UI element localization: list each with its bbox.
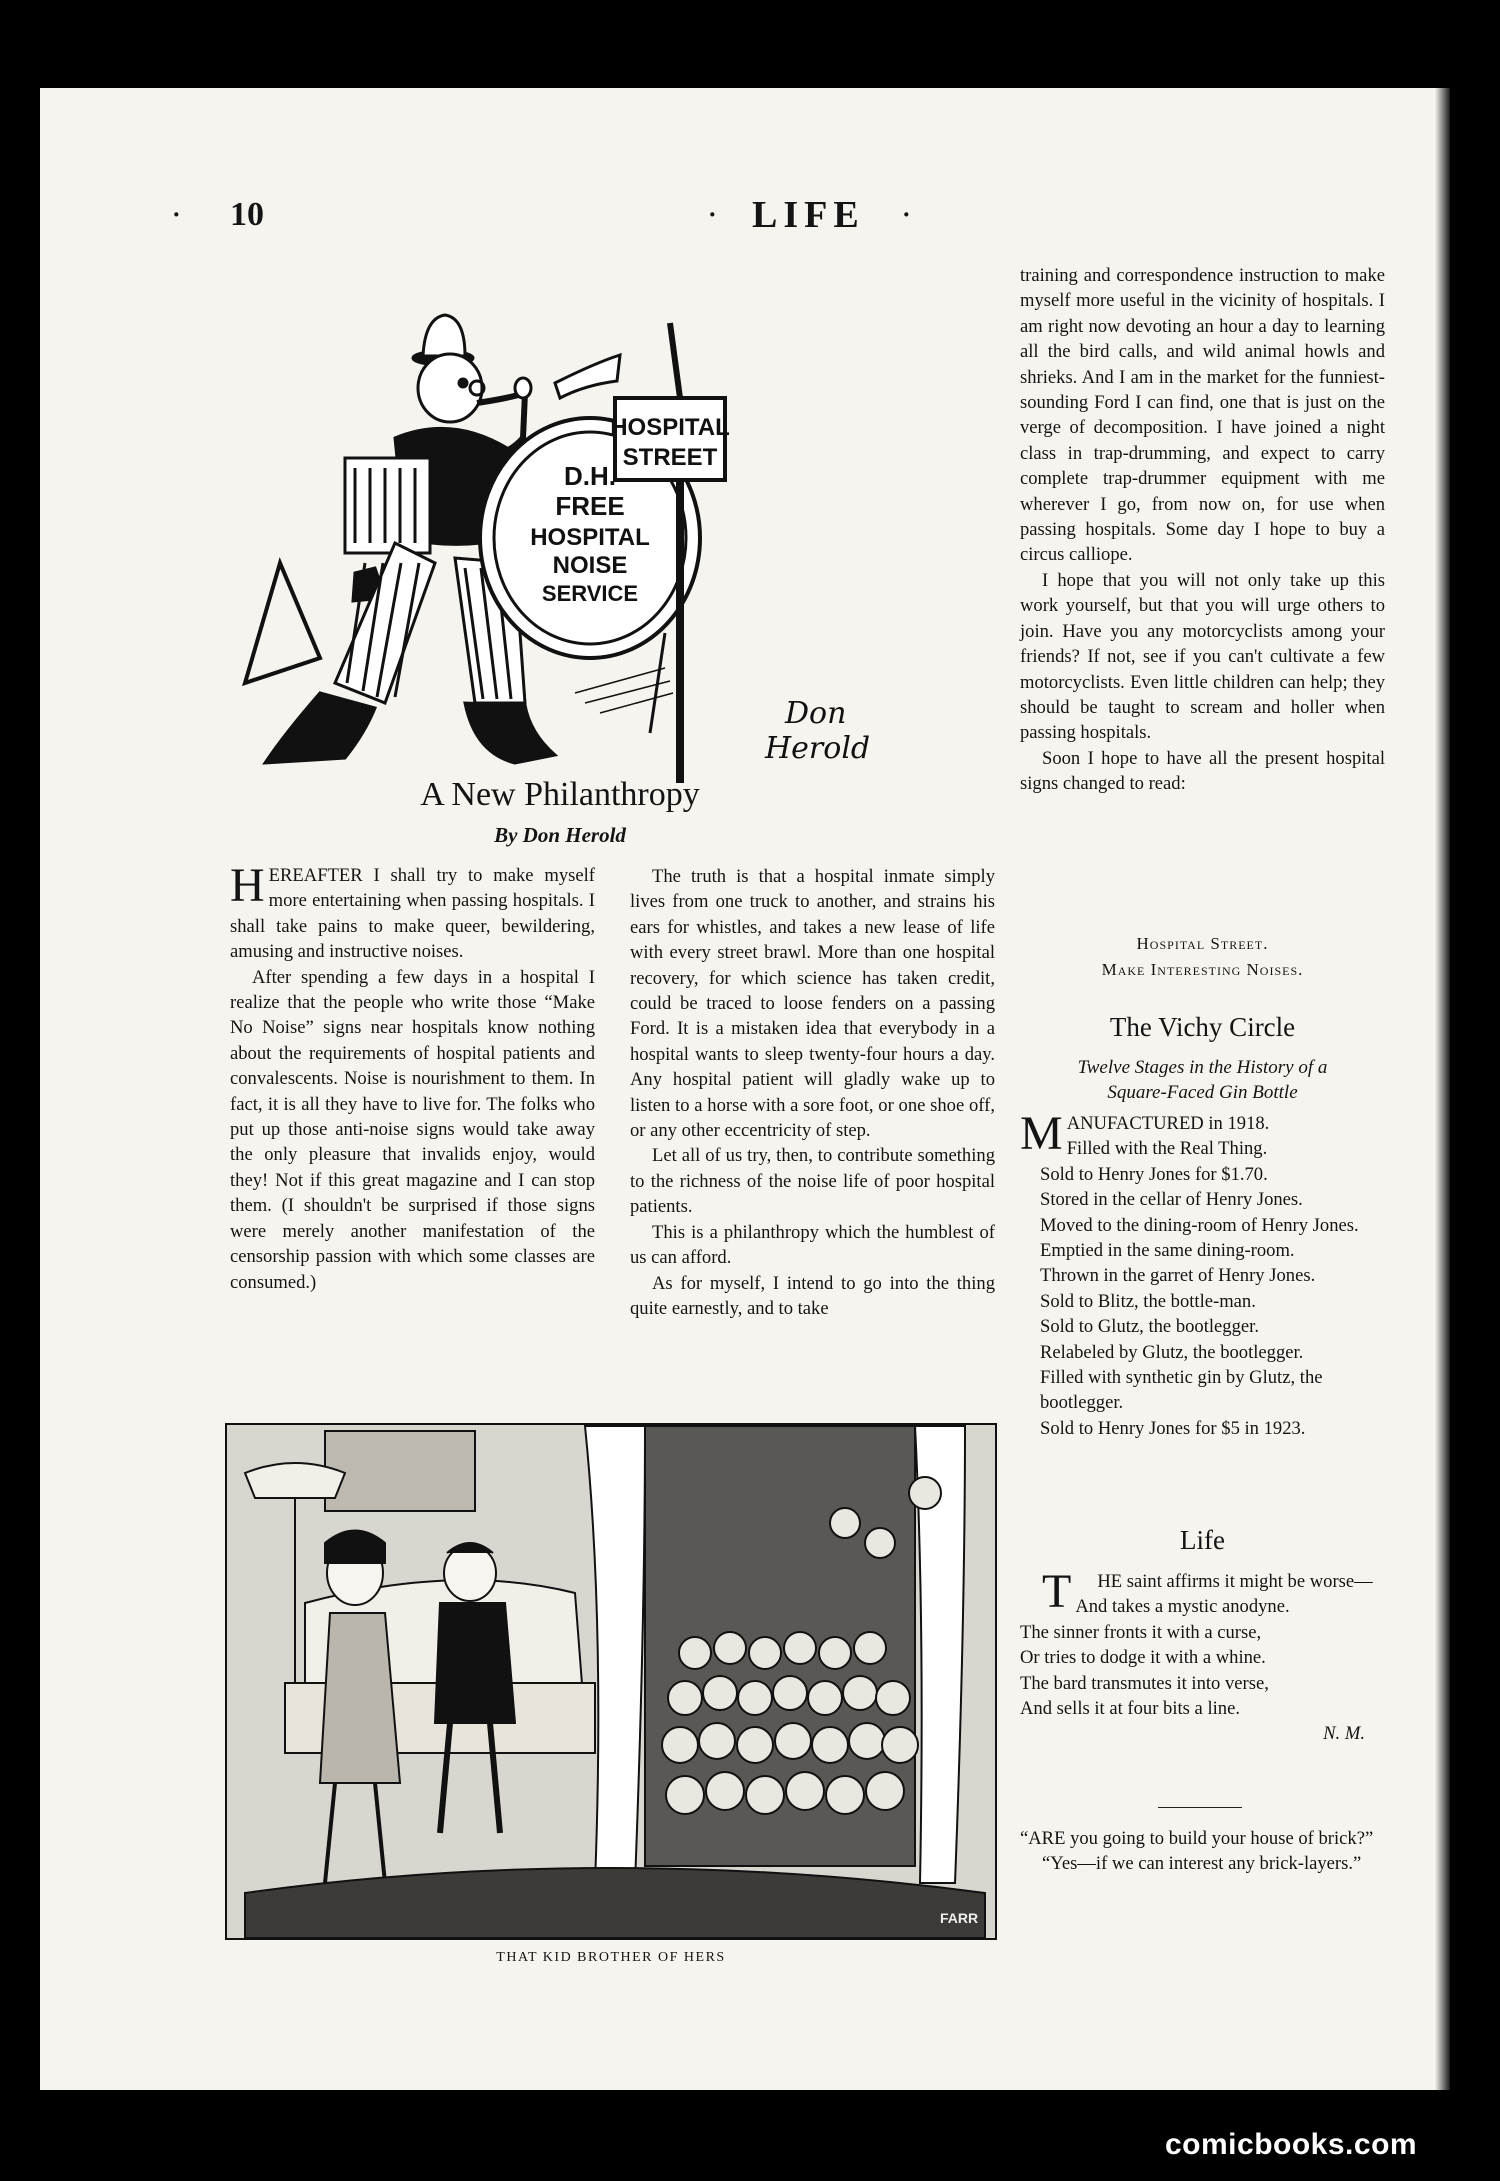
article-paragraph: As for myself, I intend to go into the thing quite earnestly, and to take <box>630 1272 995 1319</box>
vichy-line: Sold to Glutz, the bootlegger. <box>1040 1316 1259 1338</box>
hospital-sign-text <box>1020 931 1385 983</box>
cartoon-signature-line1: Don <box>785 696 847 731</box>
kid-brother-cartoon <box>225 1423 997 1940</box>
drum-text-line4: NOISE <box>552 552 628 579</box>
drop-cap: H <box>230 859 265 912</box>
sign-text-line1: HOSPITAL <box>610 414 730 441</box>
drum-text-line1: D.H. <box>564 461 616 491</box>
poem-lines <box>1020 1594 1385 1721</box>
cartoon-signature: FARR <box>940 1910 979 1926</box>
article-paragraph: Let all of us try, then, to contribute something to the richness of the noise life of poor hospital patients. <box>630 1145 995 1218</box>
vichy-line: Relabeled by Glutz, the bootlegger. <box>1040 1341 1304 1363</box>
vichy-line: Stored in the cellar of Henry Jones. <box>1040 1189 1303 1211</box>
page-edge <box>1435 88 1450 2090</box>
sign-line-2: Make Interesting Noises. <box>1101 960 1304 979</box>
vichy-line: Filled with synthetic gin by Glutz, the bootlegger. <box>1040 1367 1323 1414</box>
poem-line: And sells it at four bits a line. <box>1020 1698 1240 1720</box>
article-paragraph: Soon I hope to have all the present hospital signs changed to read: <box>1020 747 1385 795</box>
cartoon-signature-line2: Herold <box>765 731 871 766</box>
article-paragraph <box>230 859 595 965</box>
page-number: 10 <box>230 196 264 233</box>
magazine-page <box>40 88 1450 2090</box>
header-left-dot: · <box>172 200 181 229</box>
joke <box>1020 1826 1385 1877</box>
vichy-subtitle <box>1020 1055 1385 1105</box>
vichy-line: Sold to Blitz, the bottle-man. <box>1040 1290 1256 1312</box>
poem-line: The bard transmutes it into verse, <box>1020 1672 1269 1694</box>
vichy-line: Moved to the dining-room of Henry Jones. <box>1040 1214 1359 1236</box>
vichy-subtitle-line1: Twelve Stages in the History of a <box>1077 1057 1328 1078</box>
vichy-list <box>1020 1107 1385 1441</box>
poem-line: The sinner fronts it with a curse, <box>1020 1621 1262 1643</box>
cartoon-caption: THAT KID BROTHER OF HERS <box>496 1950 726 1965</box>
vichy-line-text: Filled with the Real Thing. <box>1066 1138 1268 1160</box>
vichy-line: Sold to Henry Jones for $1.70. <box>1040 1163 1268 1185</box>
vichy-line-text: ANUFACTURED in 1918. <box>1066 1113 1270 1134</box>
section-divider <box>1158 1807 1242 1808</box>
magazine-title: LIFE <box>752 194 865 236</box>
paragraph-text: EREAFTER I shall try to make myself more entertaining when passing hospitals. I shall take pains to make queer, bewildering, amusing and instructive noises. <box>230 865 595 963</box>
vichy-line: Emptied in the same dining-room. <box>1040 1240 1295 1262</box>
life-poem-title: Life <box>1180 1525 1225 1555</box>
article-paragraph: training and correspondence instruction to make myself more useful in the vicinity of hospitals. I am right now devoting an hour a day to learning all the bird calls, and wild animal howls and shrieks. And I am in the market for the funniest-sounding Ford I can find, one that is just on the verge of decomposition. I have joined a night class in trap-drumming, and expect to carry complete trap-drummer equipment with me wherever I go, from now on, for use when passing hospitals. Some day I hope to buy a circus calliope. <box>1020 265 1385 566</box>
drum-text-line5: SERVICE <box>541 581 639 606</box>
drop-cap: T <box>1042 1565 1072 1618</box>
article-paragraph: The truth is that a hospital inmate simply lives from one truck to another, and strains his ears for whistles, and takes a new lease of life with every street brawl. More than one hospital recovery, for which science has taken credit, could be traced to loose fenders on a passing Ford. It is a mistaken idea that everybody in a hospital wants to sleep twenty-four hours a day. Any hospital patient will gladly wake up to listen to a horse with a sore foot, or one shoe off, or any other eccentricity of step. <box>630 866 995 1142</box>
poem-line: And takes a mystic anodyne. <box>1075 1596 1290 1618</box>
drum-text-line3: HOSPITAL <box>530 524 650 551</box>
header-dot-left: · <box>708 200 717 229</box>
header-dot-right: · <box>902 200 911 229</box>
article-column-2 <box>630 864 995 1321</box>
noise-service-cartoon <box>225 263 930 823</box>
life-poem <box>1020 1565 1385 1747</box>
joke-question <box>1020 1826 1385 1851</box>
article-column-3 <box>1020 263 1385 797</box>
vichy-subtitle-line2: Square-Faced Gin Bottle <box>1107 1082 1298 1103</box>
vichy-line: Thrown in the garret of Henry Jones. <box>1040 1265 1316 1287</box>
article-title: A New Philanthropy <box>420 776 700 813</box>
article-byline: By Don Herold <box>494 823 626 847</box>
article-column-1 <box>230 859 595 1295</box>
joke-answer: “Yes—if we can interest any brick-layers.” <box>1042 1853 1362 1875</box>
joke-line-1: “ARE you going to build your house of brick?” <box>1020 1828 1374 1849</box>
vichy-lines <box>1020 1162 1385 1441</box>
article-paragraph: This is a philanthropy which the humblest of us can afford. <box>630 1221 995 1269</box>
vichy-line: Sold to Henry Jones for $5 in 1923. <box>1040 1417 1306 1439</box>
sign-line-1: Hospital Street. <box>1136 934 1269 953</box>
vichy-title: The Vichy Circle <box>1109 1012 1296 1042</box>
poem-line: Or tries to dodge it with a whine. <box>1020 1647 1266 1669</box>
vichy-line <box>1020 1107 1385 1162</box>
sign-text-line2: STREET <box>622 444 718 471</box>
article-paragraph: I hope that you will not only take up this work yourself, but that you will urge others to join. Have you any motorcyclists among your friends? If not, see if you can't cultivate a few motorcyclists. Even little children can help; they should be taught to scream and holler when passing hospitals. <box>1020 569 1385 744</box>
poem-author: N. M. <box>1323 1723 1365 1745</box>
drum-text-line2: FREE <box>555 491 625 521</box>
watermark: comicbooks.com <box>1165 2128 1418 2161</box>
article-paragraph: After spending a few days in a hospital I realize that the people who write those “Make No Noise” signs near hospitals know nothing about the requirements of hospital patients and convalescents. Noise is nourishment to them. In fact, it is all they have to live for. The folks who put up those anti-noise signs would take away the only pleasure that invalids enjoy, would they! Not if this great magazine and I can stop them. (I shouldn't be surprised if those signs were merely another manifestation of the censorship passion with which some classes are consumed.) <box>230 966 595 1293</box>
drop-cap: M <box>1020 1107 1063 1160</box>
poem-line-text: HE saint affirms it might be worse— <box>1097 1571 1373 1592</box>
